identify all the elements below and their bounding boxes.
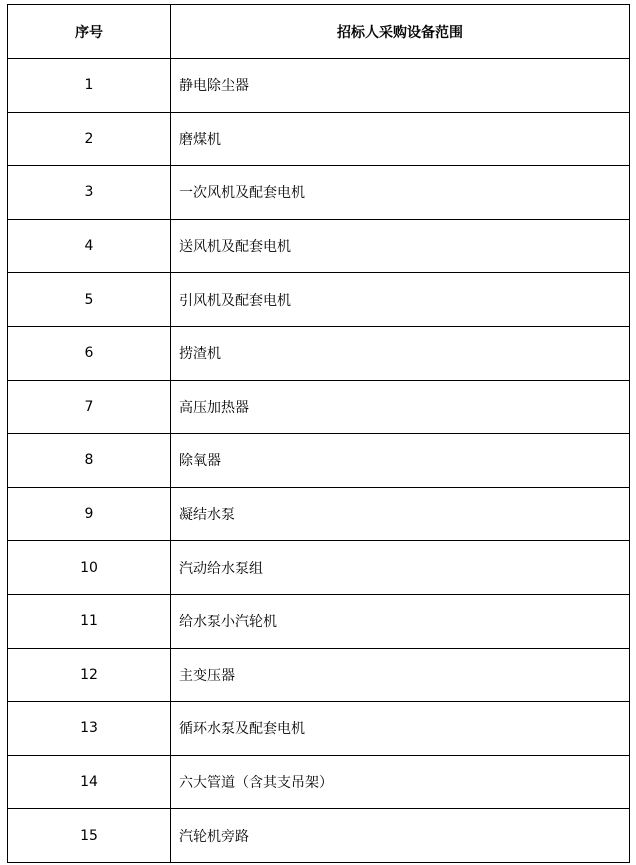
table-row — [8, 809, 630, 863]
row-equipment-cell: 循环水泵及配套电机 — [171, 702, 630, 756]
table-row — [8, 273, 630, 327]
table-row — [8, 380, 630, 434]
table-row — [8, 755, 630, 809]
row-index-cell: 12 — [8, 648, 171, 702]
row-equipment-cell: 引风机及配套电机 — [171, 273, 630, 327]
table-row — [8, 594, 630, 648]
table-header-row — [8, 5, 630, 59]
row-equipment-cell: 一次风机及配套电机 — [171, 166, 630, 220]
row-equipment-cell: 给水泵小汽轮机 — [171, 594, 630, 648]
row-index-cell: 4 — [8, 219, 171, 273]
row-index-cell: 15 — [8, 809, 171, 863]
table-row — [8, 219, 630, 273]
table-row — [8, 434, 630, 488]
table-row — [8, 648, 630, 702]
row-index-cell: 1 — [8, 59, 171, 113]
table-row — [8, 487, 630, 541]
row-equipment-cell: 六大管道（含其支吊架） — [171, 755, 630, 809]
equipment-scope-table — [7, 4, 630, 863]
row-equipment-cell: 凝结水泵 — [171, 487, 630, 541]
row-equipment-cell: 高压加热器 — [171, 380, 630, 434]
row-index-cell: 10 — [8, 541, 171, 595]
row-index-cell: 3 — [8, 166, 171, 220]
row-equipment-cell: 汽动给水泵组 — [171, 541, 630, 595]
table-row — [8, 166, 630, 220]
table-body — [8, 59, 630, 863]
row-index-cell: 11 — [8, 594, 171, 648]
row-index-cell: 7 — [8, 380, 171, 434]
row-equipment-cell: 主变压器 — [171, 648, 630, 702]
table-row — [8, 326, 630, 380]
row-index-cell: 8 — [8, 434, 171, 488]
row-index-cell: 9 — [8, 487, 171, 541]
row-equipment-cell: 磨煤机 — [171, 112, 630, 166]
row-index-cell: 6 — [8, 326, 171, 380]
row-equipment-cell: 汽轮机旁路 — [171, 809, 630, 863]
row-equipment-cell: 除氧器 — [171, 434, 630, 488]
row-index-cell: 14 — [8, 755, 171, 809]
table-row — [8, 59, 630, 113]
equipment-table-container — [7, 4, 630, 863]
table-row — [8, 702, 630, 756]
row-equipment-cell: 送风机及配套电机 — [171, 219, 630, 273]
row-index-cell: 2 — [8, 112, 171, 166]
row-index-cell: 13 — [8, 702, 171, 756]
row-index-cell: 5 — [8, 273, 171, 327]
table-row — [8, 541, 630, 595]
header-index: 序号 — [8, 5, 171, 59]
table-row — [8, 112, 630, 166]
row-equipment-cell: 捞渣机 — [171, 326, 630, 380]
header-scope: 招标人采购设备范围 — [171, 5, 630, 59]
row-equipment-cell: 静电除尘器 — [171, 59, 630, 113]
